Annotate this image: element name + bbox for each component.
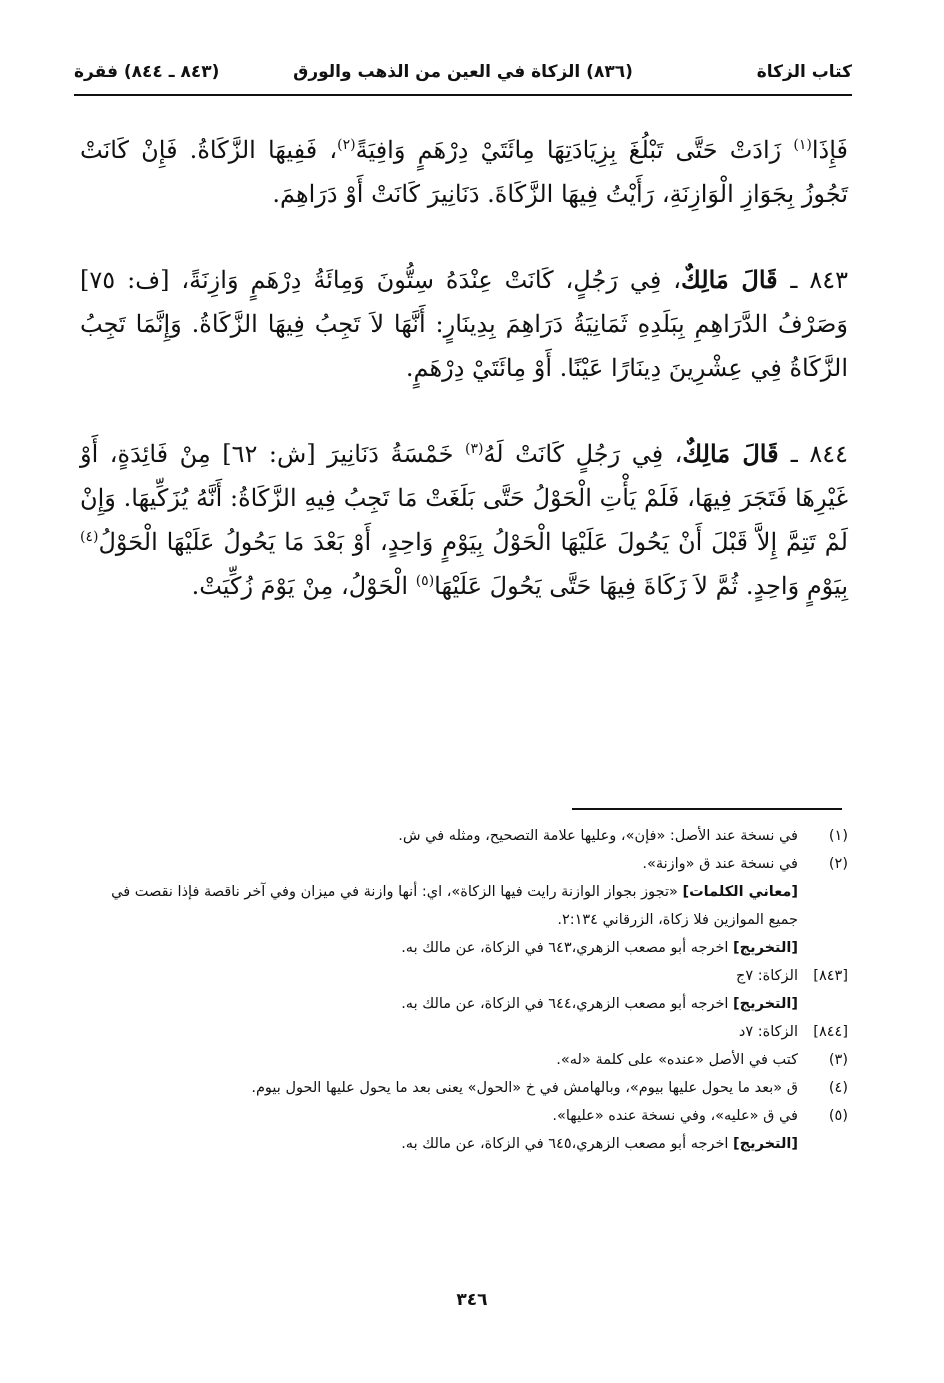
footnote-4 [80, 1074, 848, 1102]
footnote-5 [80, 1102, 848, 1158]
takhrij [80, 934, 798, 962]
chapter-title: (٨٣٦) الزكاة في العين من الذهب والورق [293, 62, 633, 82]
footnote-ref[interactable]: (٥) [415, 573, 435, 589]
footnote-844 [80, 1018, 848, 1046]
takhrij-text: اخرجه أبو مصعب الزهري،٦٤٥ في الزكاة، عن مالك به. [401, 1136, 734, 1152]
footnote-marker: [٨٤٣] [813, 968, 848, 984]
footnote-ref[interactable]: (٢) [337, 137, 356, 153]
footnote-text: في نسخة عند الأصل: «فإن»، وعليها علامة التصحيح، ومثله في ش. [398, 828, 798, 844]
footnote-text: كتب في الأصل «عنده» على كلمة «له». [556, 1052, 798, 1068]
footnote-marker: (٤) [828, 1080, 848, 1096]
footnote-text: الزكاة: ٧د [738, 1024, 798, 1040]
footnote-text: الزكاة: ٧ج [735, 968, 798, 984]
footnote-ref[interactable]: (٤) [80, 529, 99, 545]
paragraph-continuation [80, 128, 848, 216]
footnote-843 [80, 962, 848, 1018]
footnote-text: في نسخة عند ق «وازنة». [642, 856, 798, 872]
takhrij-label: [التخريج] [733, 1136, 798, 1152]
footnote-ref[interactable]: (٣) [464, 441, 484, 457]
footnote-marker: [٨٤٤] [813, 1024, 848, 1040]
book-title: كتاب الزكاة [756, 62, 852, 82]
text-run: ، فِي رَجُلٍ كَانَتْ لَهُ [483, 440, 683, 468]
main-text [80, 128, 848, 650]
footnote-3 [80, 1046, 848, 1074]
footnote-text: ق «بعد ما يحول عليها بيوم»، وبالهامش في خ «الحول» يعنى بعد ما يحول عليها الحول بيوم. [251, 1080, 798, 1096]
running-header [74, 56, 852, 96]
footnote-marker: (١) [828, 828, 848, 844]
footnote-marker: (٣) [828, 1052, 848, 1068]
footnote-1 [80, 822, 848, 850]
footnote-2 [80, 850, 848, 962]
gloss-text: «تجوز بجواز الوازنة رايت فيها الزكاة»، اي: أنها وازنة في ميزان وفي آخر ناقصة فإذا نقصت في جميع الموازين فلا زكاة، الزرقاني ٢:١٣٤. [111, 884, 798, 928]
text-run: زَادَتْ حَتَّى تَبْلُغَ بِزِيَادَتِهَا مِائَتَيْ دِرْهَمٍ وَافِيَةً [355, 136, 794, 164]
takhrij [80, 1130, 798, 1158]
gloss-label: [معاني الكلمات] [682, 884, 798, 900]
text-run: خَمْسَةُ دَنَانِيرَ [ش: ٦٢] مِنْ فَائِدَةٍ، أَوْ غَيْرِهَا فَتَجَرَ فِيهَا، فَلَمْ يَأْتِ الْحَوْلُ حَتَّى بَلَغَتْ مَا تَجِبُ فِيهِ الزَّكَاةُ: أَنَّهُ يُزَكِّيهَا. وَإِنْ لَمْ تَتِمَّ إِلاَّ قَبْلَ أَنْ يَحُولَ عَلَيْهَا الْحَوْلُ بِيَوْمٍ وَاحِدٍ، أَوْ بَعْدَ مَا يَحُولُ عَلَيْهَا الْحَوْلُ [80, 440, 848, 556]
paragraph-844 [80, 432, 848, 608]
word-meanings [80, 878, 798, 934]
text-run: بِيَوْمٍ وَاحِدٍ. ثُمَّ لاَ زَكَاةَ فِيهَا حَتَّى يَحُولَ عَلَيْهَا [434, 572, 848, 600]
footnotes [80, 822, 848, 1158]
text-run: ، فَفِيهَا الزَّكَاةُ. فَإِنْ كَانَتْ تَجُوزُ بِجَوَازِ الْوَازِنَةِ، رَأَيْتُ فِيهَا الزَّكَاةَ. دَنَانِيرَ كَانَتْ أَوْ دَرَاهِمَ. [80, 136, 848, 208]
paragraph-843 [80, 258, 848, 390]
speaker-name: قَالَ مَالِكٌ [682, 439, 791, 468]
text-run: الْحَوْلُ، مِنْ يَوْمَ زُكِّيَتْ. [191, 572, 416, 600]
speaker-name: قَالَ مَالِكٌ [681, 265, 791, 294]
footnote-marker: (٢) [828, 856, 848, 872]
footnote-ref[interactable]: (١) [793, 137, 812, 153]
footnote-text: في ق «عليه»، وفي نسخة عنده «عليها». [552, 1108, 798, 1124]
paragraph-range: (٨٤٣ ـ ٨٤٤) فقرة [74, 62, 220, 82]
text-run: ، فِي رَجُلٍ، كَانَتْ عِنْدَهُ سِتُّونَ وَمِائَةُ دِرْهَمٍ وَازِنَةً، [ف: ٧٥] وَصَرْفُ الدَّرَاهِمِ بِبَلَدِهِ ثَمَانِيَةُ دَرَاهِمَ بِدِينَارٍ: أَنَّهَا لاَ تَجِبُ فِيهَا الزَّكَاةُ. وَإِنَّمَا تَجِبُ الزَّكَاةُ فِي عِشْرِينَ دِينَارًا عَيْنًا. أَوْ مِائَتَيْ دِرْهَمٍ. [80, 266, 848, 382]
takhrij [80, 990, 798, 1018]
text-run: فَإِذَا [811, 136, 848, 164]
page-number: ٣٤٦ [456, 1290, 488, 1310]
takhrij-text: اخرجه أبو مصعب الزهري،٦٤٤ في الزكاة، عن مالك به. [401, 996, 734, 1012]
footnote-separator [572, 808, 842, 810]
takhrij-text: اخرجه أبو مصعب الزهري،٦٤٣ في الزكاة، عن مالك به. [401, 940, 734, 956]
takhrij-label: [التخريج] [733, 940, 798, 956]
paragraph-number: ٨٤٣ ـ [790, 266, 849, 294]
takhrij-label: [التخريج] [733, 996, 798, 1012]
paragraph-number: ٨٤٤ ـ [790, 440, 848, 468]
footnote-marker: (٥) [828, 1108, 848, 1124]
